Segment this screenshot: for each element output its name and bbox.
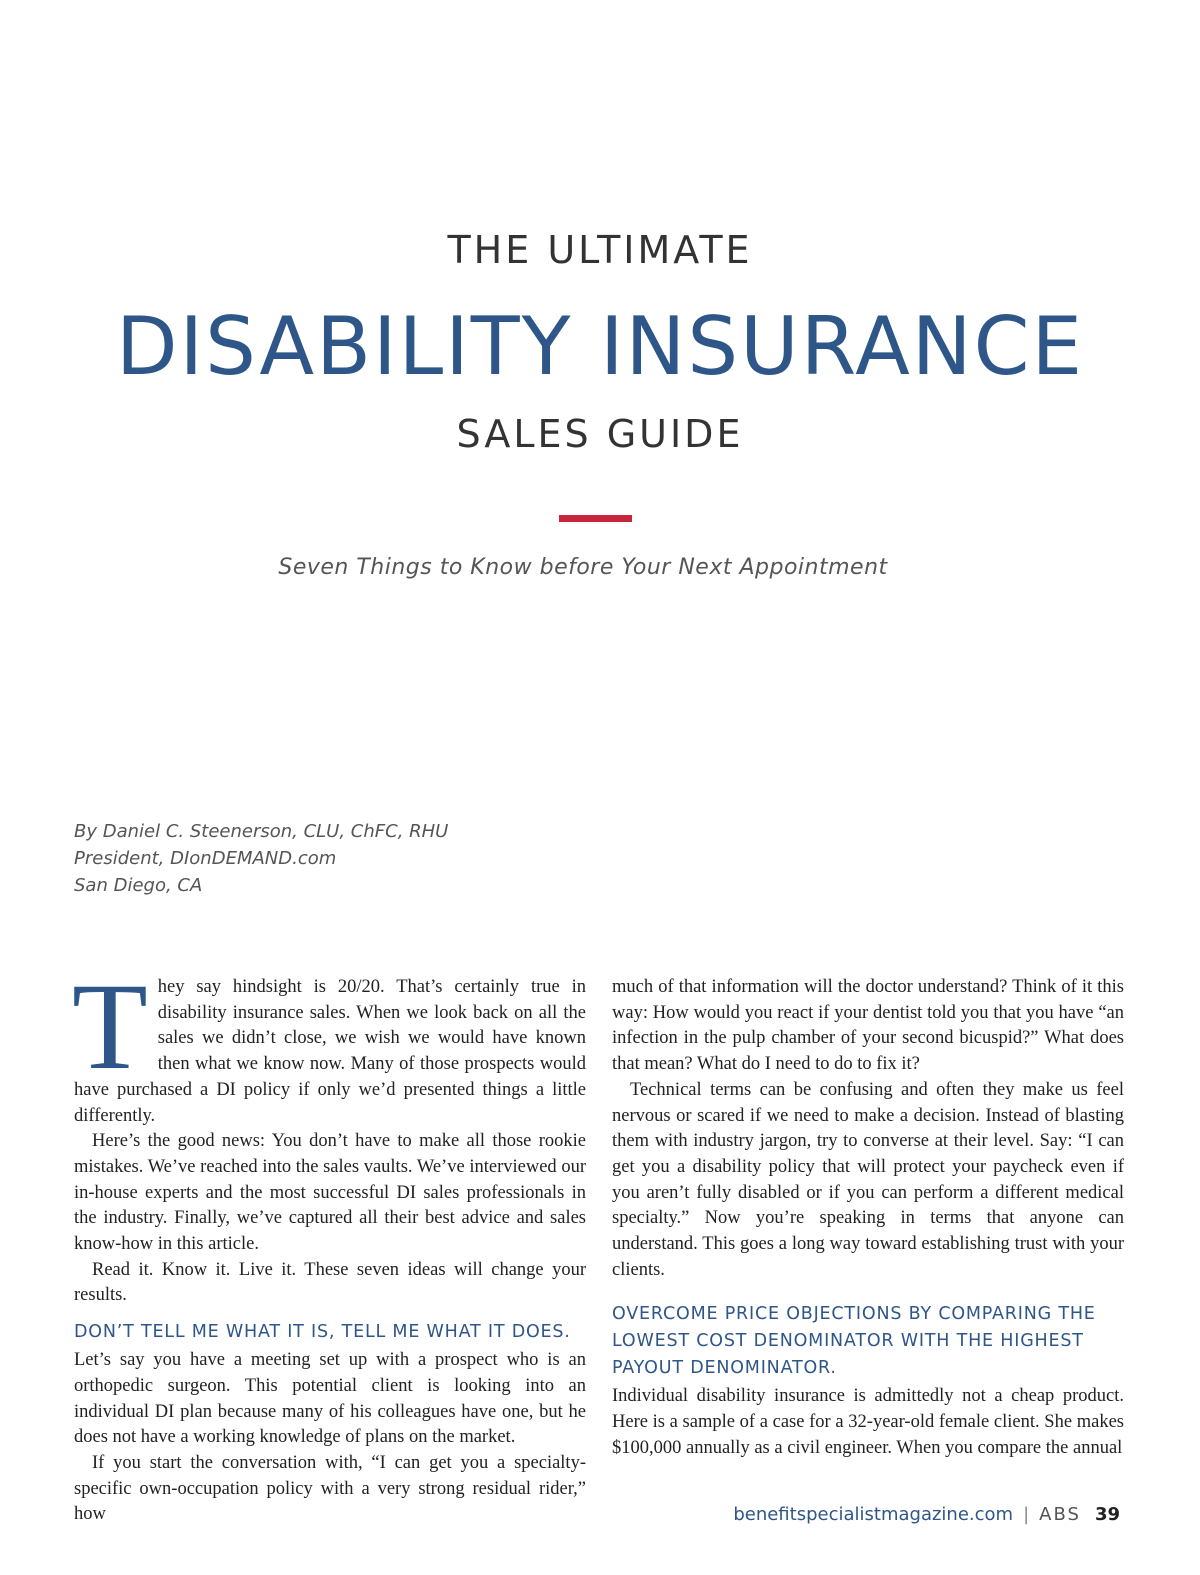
body-paragraph: much of that information will the doctor understand? Think of it this way: How would you react if your dentist told you that you have “an infection in the pulp chamber of your second bicuspid?” What does that mean? What do I need to do to fix it? (612, 977, 1124, 1075)
title-divider (559, 515, 632, 522)
body-paragraph: Let’s say you have a meeting set up with a prospect who is an orthopedic surgeon. This potential client is looking into an individual DI plan because many of his colleagues have one, but he does not have a working knowledge of plans on the market. (74, 1350, 586, 1448)
article-title: DISABILITY INSURANCE (115, 300, 1085, 393)
intro-paragraph (72, 958, 586, 1129)
byline-author: By Daniel C. Steenerson, CLU, ChFC, RHU (74, 821, 449, 842)
left-column (72, 958, 586, 1528)
section-heading: OVERCOME PRICE OBJECTIONS BY COMPARING THE LOWEST COST DENOMINATOR WITH THE HIGHEST PAYOUT DENOMINATOR. (612, 1304, 1096, 1379)
footer-publication-abbr: ABS (1039, 1504, 1081, 1525)
intro-text: hey say hindsight is 20/20. That’s certainly true in disability insurance sales. When we look back on all the sales we didn’t close, we wish we would have known then what we know now. Many of those prospects would have purchased a DI policy if only we’d presented things a little differently. (74, 977, 586, 1126)
article-subtitle: SALES GUIDE (456, 412, 744, 456)
body-paragraph: Technical terms can be confusing and often they make us feel nervous or scared if we need to make a decision. Instead of blasting them with industry jargon, try to converse at their level. Say: “I can get you a disability policy that will protect your paycheck even if you aren’t fully disabled or if you can perform a different medical specialty.” Now you’re speaking in terms that anyone can understand. This goes a long way toward establishing trust with your clients. (612, 1079, 1124, 1280)
body-paragraph: Read it. Know it. Live it. These seven ideas will change your results. (74, 1259, 586, 1306)
byline-location: San Diego, CA (74, 875, 203, 896)
page-number: 39 (1094, 1504, 1120, 1525)
body-paragraph: Here’s the good news: You don’t have to make all those rookie mistakes. We’ve reached into the sales vaults. We’ve interviewed our in-house experts and the most successful DI sales professionals in the industry. Finally, we’ve captured all their best advice and sales know-how in this article. (74, 1131, 586, 1255)
article-tagline: Seven Things to Know before Your Next Appointment (278, 555, 888, 580)
article-kicker: THE ULTIMATE (447, 228, 753, 272)
body-paragraph: Individual disability insurance is admittedly not a cheap product. Here is a sample of a case for a 32-year-old female client. She makes $100,000 annually as a civil engineer. When you compare the annual (612, 1386, 1124, 1458)
byline (74, 818, 448, 899)
section-heading: DON’T TELL ME WHAT IT IS, TELL ME WHAT IT DOES. (74, 1322, 571, 1343)
footer-separator: | (1023, 1504, 1030, 1525)
page-footer (733, 1504, 1120, 1525)
body-paragraph: If you start the conversation with, “I can get you a specialty-specific own-occupation policy with a very strong residual rider,” how (74, 1452, 586, 1525)
right-column (612, 975, 1124, 1462)
byline-title: President, DIonDEMAND.com (74, 848, 337, 869)
footer-site-link[interactable]: benefitspecialistmagazine.com (733, 1504, 1014, 1525)
drop-cap: T (72, 958, 148, 1095)
